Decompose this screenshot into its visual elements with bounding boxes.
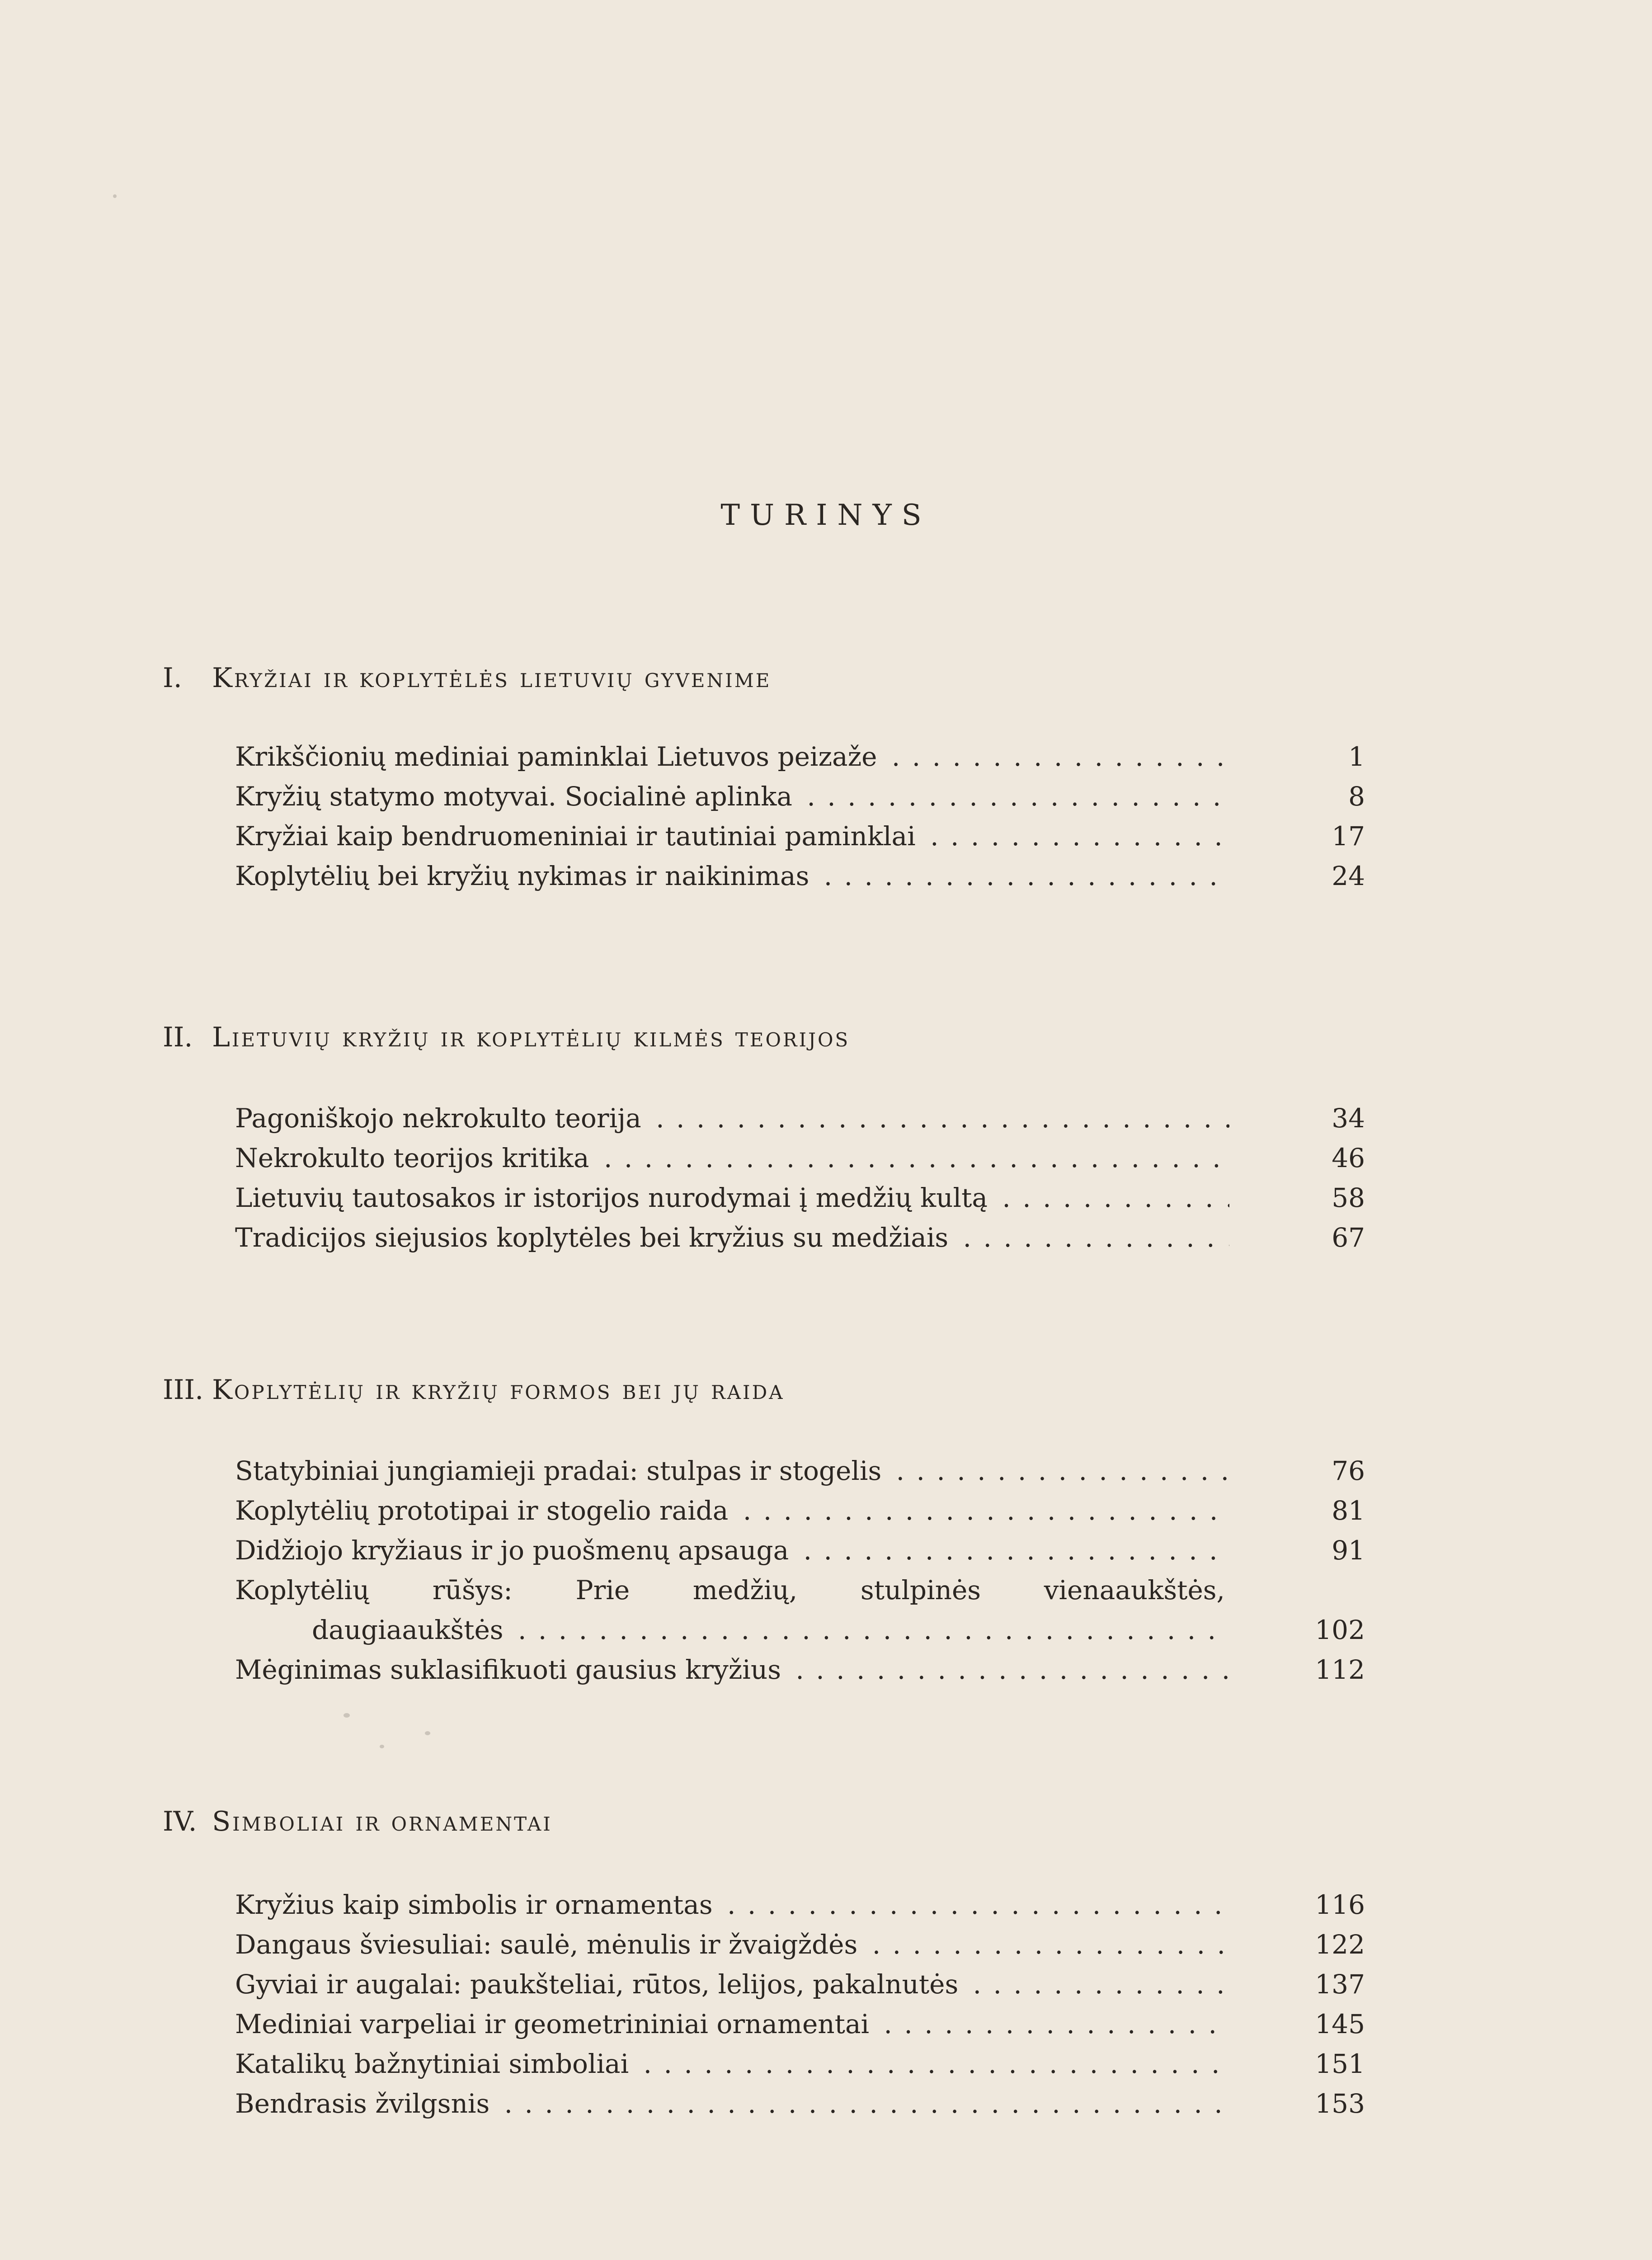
- toc-entry[interactable]: [235, 1491, 1365, 1530]
- toc-entry-page: 91: [1332, 1535, 1365, 1566]
- toc-entry[interactable]: [235, 1610, 1365, 1650]
- section-title: Kryžiai ir koplytėlės lietuvių gyvenime: [212, 662, 772, 694]
- toc-entry-page: 58: [1332, 1182, 1365, 1213]
- section-numeral: IV.: [163, 1806, 197, 1837]
- toc-entry[interactable]: [235, 1925, 1365, 1964]
- toc-entry[interactable]: [235, 777, 1365, 816]
- toc-entry[interactable]: [235, 1178, 1365, 1218]
- toc-entry-page: 112: [1315, 1654, 1365, 1685]
- toc-section-4: [235, 1885, 1365, 2123]
- toc-entry[interactable]: [235, 2004, 1365, 2044]
- toc-entry-page: 81: [1332, 1495, 1365, 1526]
- section-heading-1: [163, 660, 771, 696]
- toc-entry[interactable]: [235, 1885, 1365, 1925]
- toc-entry-title: Statybiniai jungiamieji pradai: stulpas ir stogelis: [235, 1455, 886, 1486]
- toc-entry[interactable]: [235, 1098, 1365, 1138]
- toc-entry-page: 8: [1348, 781, 1365, 812]
- toc-entry[interactable]: [235, 1650, 1365, 1690]
- toc-entry-title: Mediniai varpeliai ir geometrininiai ornamentai: [235, 2009, 874, 2039]
- paper-speck: [425, 1731, 430, 1735]
- section-numeral: I.: [163, 662, 182, 694]
- toc-entry-title: Pagoniškojo nekrokulto teorija: [235, 1103, 646, 1134]
- toc-entry[interactable]: [235, 737, 1365, 777]
- toc-entry-page: 145: [1315, 2009, 1365, 2039]
- toc-entry-page: 34: [1332, 1103, 1365, 1134]
- page-title: TURINYS: [720, 499, 932, 532]
- toc-entry[interactable]: [235, 1530, 1365, 1570]
- section-numeral: II.: [163, 1022, 193, 1053]
- toc-entry-page: 46: [1332, 1143, 1365, 1173]
- toc-entry-title: Kryžius kaip simbolis ir ornamentas: [235, 1889, 717, 1920]
- toc-entry-title: Koplytėlių bei kryžių nykimas ir naikinimas: [235, 861, 814, 891]
- toc-entry-page: 153: [1315, 2088, 1365, 2119]
- section-heading-3: [163, 1372, 785, 1408]
- toc-entry-title: Krikščionių mediniai paminklai Lietuvos peizaže: [235, 741, 881, 772]
- toc-section-3: [235, 1451, 1365, 1690]
- section-numeral: III.: [163, 1374, 204, 1406]
- toc-entry-title: Kryžių statymo motyvai. Socialinė aplinka: [235, 781, 797, 812]
- toc-entry-page: 102: [1315, 1615, 1365, 1645]
- toc-entry[interactable]: [235, 2044, 1365, 2084]
- toc-entry-page: 151: [1315, 2048, 1365, 2079]
- section-title: Koplytėlių ir kryžių formos bei jų raida: [212, 1374, 785, 1406]
- section-heading-2: [163, 1019, 850, 1055]
- section-title: Simboliai ir ornamentai: [212, 1806, 552, 1837]
- toc-entry-title: Katalikų bažnytiniai simboliai: [235, 2048, 633, 2079]
- toc-entry-title: Tradicijos siejusios koplytėles bei kryžius su medžiais: [235, 1222, 953, 1253]
- toc-entry-title: Kryžiai kaip bendruomeniniai ir tautiniai paminklai: [235, 821, 920, 852]
- toc-entry[interactable]: [235, 1138, 1365, 1178]
- section-title: Lietuvių kryžių ir koplytėlių kilmės teorijos: [212, 1022, 850, 1053]
- toc-entry[interactable]: [235, 1570, 1365, 1610]
- section-heading-4: [163, 1803, 552, 1840]
- toc-entry-title: Lietuvių tautosakos ir istorijos nurodymai į medžių kultą: [235, 1182, 992, 1213]
- paper-speck: [380, 1745, 384, 1748]
- toc-entry-title: daugiaaukštės: [312, 1615, 508, 1645]
- toc-entry[interactable]: [235, 1451, 1365, 1491]
- toc-entry[interactable]: [235, 2084, 1365, 2123]
- toc-entry-page: 116: [1315, 1889, 1365, 1920]
- toc-entry[interactable]: [235, 816, 1365, 856]
- toc-entry-page: 67: [1332, 1222, 1365, 1253]
- paper-speck: [113, 194, 117, 198]
- toc-entry[interactable]: [235, 856, 1365, 896]
- toc-entry[interactable]: [235, 1218, 1365, 1257]
- toc-entry-page: 24: [1332, 861, 1365, 891]
- toc-entry-page: 76: [1332, 1455, 1365, 1486]
- toc-section-1: [235, 737, 1365, 896]
- toc-entry-title: Mėginimas suklasifikuoti gausius kryžius: [235, 1654, 786, 1685]
- toc-section-2: [235, 1098, 1365, 1257]
- toc-entry-title: Koplytėlių rūšys: Prie medžių, stulpinės vienaaukštės,: [235, 1575, 1229, 1606]
- paper-speck: [344, 1713, 350, 1718]
- toc-entry-page: 137: [1315, 1969, 1365, 2000]
- toc-entry-title: Koplytėlių prototipai ir stogelio raida: [235, 1495, 733, 1526]
- toc-entry-page: 1: [1348, 741, 1365, 772]
- toc-entry-title: Gyviai ir augalai: paukšteliai, rūtos, lelijos, pakalnutės: [235, 1969, 963, 2000]
- toc-entry-title: Bendrasis žvilgsnis: [235, 2088, 494, 2119]
- toc-entry[interactable]: [235, 1964, 1365, 2004]
- toc-entry-title: Didžiojo kryžiaus ir jo puošmenų apsauga: [235, 1535, 793, 1566]
- toc-entry-title: Nekrokulto teorijos kritika: [235, 1143, 594, 1173]
- toc-entry-page: 17: [1332, 821, 1365, 852]
- toc-entry-title: Dangaus šviesuliai: saulė, mėnulis ir žvaigždės: [235, 1929, 862, 1960]
- toc-entry-page: 122: [1315, 1929, 1365, 1960]
